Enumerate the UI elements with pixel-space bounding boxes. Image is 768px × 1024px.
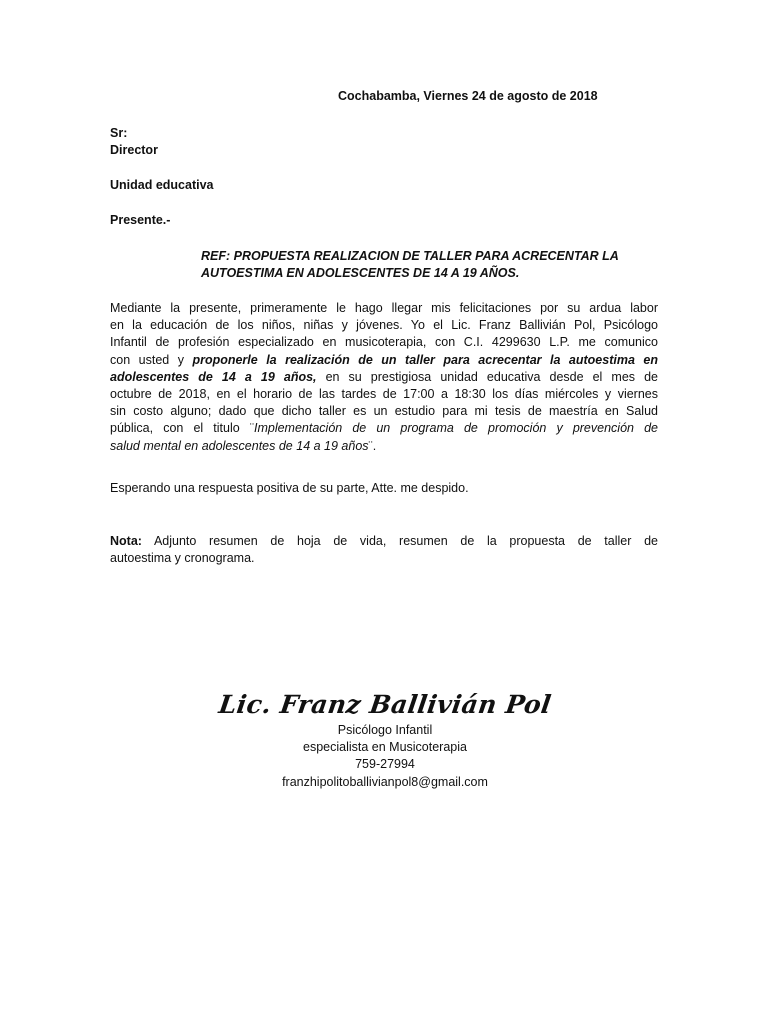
recipient-salutation: Sr: (110, 126, 128, 140)
signature-block (180, 688, 590, 791)
presente-line: Presente.- (110, 213, 171, 227)
body-line-9-title: salud mental en adolescentes de 14 a 19 años (110, 438, 369, 453)
body-line-4 (110, 352, 658, 369)
signer-phone: 759-27994 (355, 757, 415, 772)
date-line: Cochabamba, Viernes 24 de agosto de 2018 (338, 89, 598, 103)
signer-email: franzhipolitoballivianpol8@gmail.com (282, 774, 488, 789)
note-line-1 (110, 533, 658, 550)
body-line-4-emphasis: proponerle la realización de un taller para acrecentar la autoestima en (192, 352, 658, 367)
body-line-6: octubre de 2018, en el horario de las tardes de 17:00 a 18:30 los días miércoles y viernes (110, 386, 658, 401)
note-text-1: Adjunto resumen de hoja de vida, resumen de la propuesta de taller de (141, 534, 658, 548)
recipient-title: Director (110, 143, 158, 157)
body-line-3: Infantil de profesión especializado en musicoterapia, con C.I. 4299630 L.P. me comunico (110, 335, 658, 350)
reference-line-2: AUTOESTIMA EN ADOLESCENTES DE 14 A 19 AÑOS. (201, 266, 520, 281)
reference-block (201, 248, 661, 282)
body-paragraph (110, 300, 658, 455)
body-line-8 (110, 420, 658, 437)
handwritten-signature: Lic. Franz Ballivián Pol (217, 690, 554, 719)
note-line-2: autoestima y cronograma. (110, 551, 255, 566)
body-line-5-plain: en su prestigiosa unidad educativa desde el mes de (316, 369, 658, 384)
body-line-8-plain: pública, con el titulo ¨ (110, 421, 254, 436)
note-block (110, 533, 658, 567)
signer-specialty: especialista en Musicoterapia (303, 740, 467, 755)
recipient-institution: Unidad educativa (110, 178, 214, 192)
note-label: Nota: (110, 534, 142, 548)
body-line-5-emphasis: adolescentes de 14 a 19 años, (110, 369, 317, 384)
body-line-4-plain: con usted y (110, 352, 193, 367)
body-line-5 (110, 369, 658, 386)
body-line-2: en la educación de los niños, niñas y jóvenes. Yo el Lic. Franz Ballivián Pol, Psicólogo (110, 318, 658, 333)
body-line-7: sin costo alguno; dado que dicho taller es un estudio para mi tesis de maestría en Salud (110, 404, 658, 419)
reference-line-1: REF: PROPUESTA REALIZACION DE TALLER PARA ACRECENTAR LA (201, 249, 619, 263)
body-line-9 (110, 438, 658, 455)
body-line-1: Mediante la presente, primeramente le hago llegar mis felicitaciones por su ardua labor (110, 301, 658, 315)
body-line-9-plain: ¨. (368, 438, 377, 453)
body-line-8-title: Implementación de un programa de promoción y prevención de (253, 421, 658, 436)
closing-line: Esperando una respuesta positiva de su parte, Atte. me despido. (110, 481, 469, 495)
signer-title: Psicólogo Infantil (337, 723, 433, 737)
